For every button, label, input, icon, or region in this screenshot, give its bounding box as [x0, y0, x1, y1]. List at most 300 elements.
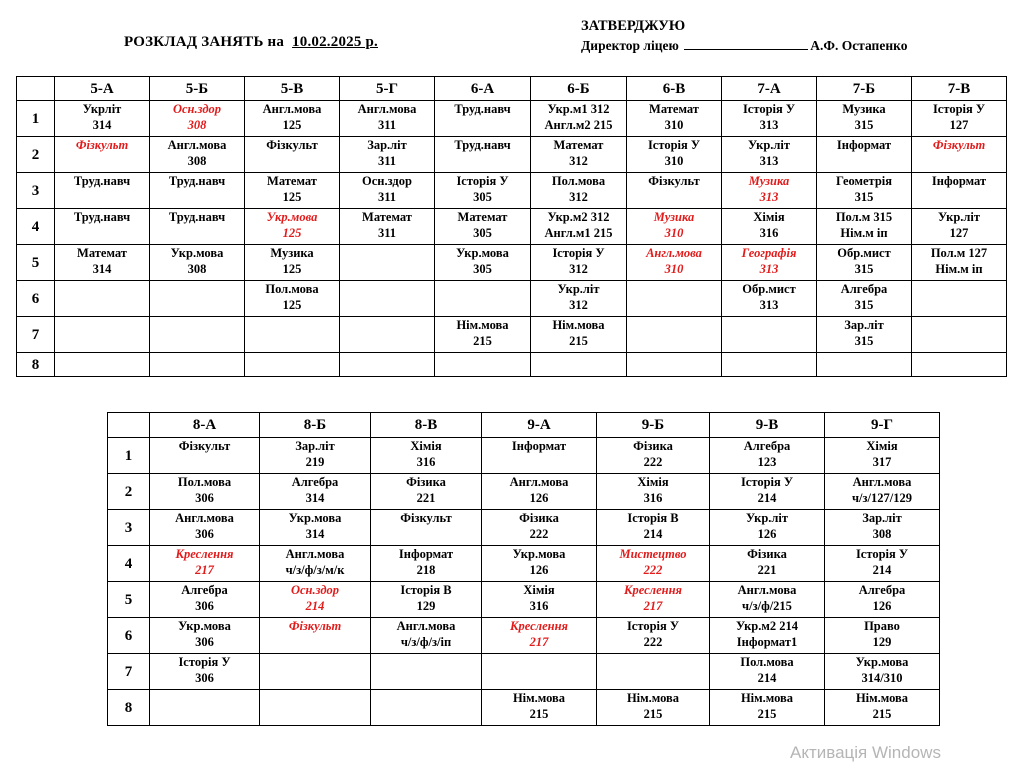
subject-text: Математ [649, 102, 699, 116]
subject-text: Осн.здор [290, 583, 340, 597]
lesson-cell [531, 353, 627, 377]
lesson-cell [150, 353, 245, 377]
room-text: 125 [282, 262, 302, 276]
table-header-row [17, 77, 1007, 101]
table-row [108, 474, 940, 510]
subject-text: Історія В [627, 511, 679, 525]
lesson-cell [340, 209, 435, 245]
table-header-row [108, 413, 940, 438]
lesson-cell [260, 654, 371, 690]
subject-text: Англ.мова [167, 138, 227, 152]
lesson-cell [340, 173, 435, 209]
room-text: 314/310 [861, 671, 903, 685]
lesson-cell [55, 245, 150, 281]
table-row [17, 137, 1007, 173]
subject-text: Труд.навч [168, 210, 226, 224]
room-text: Англ.м2 215 [544, 118, 613, 132]
room-text: 129 [416, 599, 436, 613]
room-text: 312 [569, 190, 588, 204]
subject-text: Хімія [410, 439, 442, 453]
lesson-cell [435, 101, 531, 137]
lesson-cell [435, 353, 531, 377]
lesson-cell [340, 317, 435, 353]
room-text: Нім.м іп [840, 226, 888, 240]
subject-text: Труд.навч [454, 138, 511, 152]
lesson-cell [435, 173, 531, 209]
room-text: 312 [569, 298, 588, 312]
room-text: 311 [377, 226, 397, 240]
lesson-cell [531, 317, 627, 353]
subject-text: Географія [741, 246, 797, 260]
subject-text: Укрліт [82, 102, 122, 116]
lesson-cell [245, 353, 340, 377]
lesson-cell [710, 582, 825, 618]
approval-block [581, 16, 907, 56]
room-text: 217 [643, 599, 663, 613]
lesson-cell [722, 101, 817, 137]
lesson-cell [435, 317, 531, 353]
subject-text: Фізкульт [178, 439, 231, 453]
lesson-cell [435, 137, 531, 173]
room-text: 313 [759, 262, 779, 276]
room-text: 315 [854, 334, 874, 348]
title-text: РОЗКЛАД ЗАНЯТЬ на [124, 34, 285, 50]
lesson-cell [260, 690, 371, 726]
lesson-cell [150, 245, 245, 281]
room-text: 221 [757, 563, 777, 577]
class-header: 5-А [55, 77, 150, 101]
schedule-title [124, 34, 378, 51]
lesson-cell [597, 474, 710, 510]
lesson-cell [825, 582, 940, 618]
subject-text: Укр.м2 214 [735, 619, 799, 633]
subject-text: Англ.мова [175, 511, 234, 525]
corner-cell [17, 77, 55, 101]
subject-text: Креслення [175, 547, 234, 561]
lesson-cell [482, 618, 597, 654]
lesson-cell [482, 474, 597, 510]
schedule-date: 10.02.2025 р. [292, 34, 378, 50]
subject-text: Пол.мова [265, 282, 319, 296]
table-row [108, 510, 940, 546]
class-header: 5-Б [150, 77, 245, 101]
room-text: 214 [305, 599, 325, 613]
subject-text: Математ [267, 174, 317, 188]
class-header: 9-Г [825, 413, 940, 438]
lesson-cell [627, 137, 722, 173]
lesson-cell [710, 438, 825, 474]
lesson-cell [55, 281, 150, 317]
class-header: 7-Б [817, 77, 912, 101]
room-text: 308 [187, 154, 207, 168]
subject-text: Нім.мова [740, 691, 794, 705]
lesson-cell [817, 173, 912, 209]
room-text: 215 [643, 707, 663, 721]
lesson-cell [710, 546, 825, 582]
lesson-cell [55, 173, 150, 209]
subject-text: Фізкульт [400, 511, 452, 525]
lesson-cell [627, 101, 722, 137]
lesson-cell [150, 690, 260, 726]
subject-text: Фізика [406, 475, 446, 489]
lesson-cell [817, 281, 912, 317]
subject-text: Інформат [511, 439, 567, 453]
subject-text: Фізика [633, 439, 673, 453]
subject-text: Обр.мист [742, 282, 796, 296]
lesson-cell [627, 353, 722, 377]
lesson-cell [482, 690, 597, 726]
room-text: 310 [664, 118, 684, 132]
subject-text: Нім.мова [456, 318, 509, 332]
room-text: 215 [872, 707, 892, 721]
lesson-number: 7 [17, 317, 55, 353]
subject-text: Історія У [855, 547, 909, 561]
lesson-cell [150, 438, 260, 474]
lesson-cell [55, 101, 150, 137]
subject-text: Англ.мова [509, 475, 569, 489]
lesson-cell [531, 245, 627, 281]
subject-text: Алгебра [840, 282, 888, 296]
room-text: 214 [757, 491, 777, 505]
subject-text: Зар.літ [844, 318, 884, 332]
table-row [17, 245, 1007, 281]
lesson-cell [150, 618, 260, 654]
windows-activation-watermark: Активація Windows [790, 743, 941, 762]
lesson-cell [825, 546, 940, 582]
lesson-cell [150, 137, 245, 173]
subject-text: Музика [842, 102, 886, 116]
lesson-cell [597, 438, 710, 474]
lesson-cell [371, 690, 482, 726]
room-text: 214 [643, 527, 663, 541]
subject-text: Укр.мова [170, 246, 224, 260]
room-text: 125 [282, 298, 302, 312]
lesson-cell [150, 101, 245, 137]
lesson-cell [482, 582, 597, 618]
lesson-cell [245, 137, 340, 173]
subject-text: Хімія [637, 475, 669, 489]
room-text: 315 [854, 262, 874, 276]
lesson-cell [710, 690, 825, 726]
lesson-cell [260, 438, 371, 474]
lesson-cell [531, 209, 627, 245]
lesson-cell [722, 209, 817, 245]
room-text: 215 [569, 334, 588, 348]
subject-text: Англ.мова [285, 547, 345, 561]
lesson-cell [371, 582, 482, 618]
room-text: 125 [282, 118, 302, 132]
lesson-cell [710, 618, 825, 654]
room-text: 305 [473, 226, 492, 240]
lesson-number: 4 [17, 209, 55, 245]
lesson-cell [371, 654, 482, 690]
subject-text: Зар.літ [295, 439, 335, 453]
subject-text: Пол.мова [551, 174, 606, 188]
lesson-cell [531, 137, 627, 173]
subject-text: Англ.мова [357, 102, 417, 116]
subject-text: Англ.мова [737, 583, 797, 597]
lesson-cell [260, 474, 371, 510]
table-row [108, 546, 940, 582]
lesson-cell [55, 317, 150, 353]
lesson-cell [722, 317, 817, 353]
subject-text: Укр.мова [512, 547, 566, 561]
room-text: 127 [949, 226, 969, 240]
subject-text: Інформат [931, 174, 987, 188]
lesson-cell [150, 510, 260, 546]
room-text: 308 [872, 527, 892, 541]
subject-text: Фізкульт [288, 619, 342, 633]
lesson-cell [722, 353, 817, 377]
class-header: 5-В [245, 77, 340, 101]
room-text: 308 [187, 118, 207, 132]
subject-text: Історія У [740, 475, 794, 489]
lesson-cell [371, 510, 482, 546]
lesson-cell [435, 281, 531, 317]
table-row [108, 438, 940, 474]
table-row [17, 209, 1007, 245]
lesson-number: 3 [17, 173, 55, 209]
subject-text: Алгебра [858, 583, 906, 597]
room-text: 317 [872, 455, 892, 469]
room-text: 123 [757, 455, 777, 469]
subject-text: Англ.мова [262, 102, 322, 116]
room-text: 215 [473, 334, 492, 348]
room-text: 314 [305, 491, 325, 505]
lesson-cell [371, 474, 482, 510]
lesson-cell [340, 281, 435, 317]
subject-text: Математ [457, 210, 508, 224]
lesson-cell [825, 690, 940, 726]
lesson-cell [55, 137, 150, 173]
lesson-cell [150, 654, 260, 690]
room-text: 313 [759, 154, 779, 168]
subject-text: Укр.м2 312 [547, 210, 610, 224]
director-line [581, 36, 907, 56]
room-text: 126 [529, 563, 549, 577]
lesson-number: 6 [17, 281, 55, 317]
subject-text: Фізика [519, 511, 559, 525]
subject-text: Креслення [624, 583, 682, 597]
lesson-cell [371, 618, 482, 654]
lesson-number: 5 [17, 245, 55, 281]
lesson-cell [150, 546, 260, 582]
subject-text: Фізкульт [932, 138, 986, 152]
class-header: 8-Б [260, 413, 371, 438]
lesson-cell [627, 245, 722, 281]
room-text: 215 [757, 707, 777, 721]
lesson-cell [245, 173, 340, 209]
subject-text: Труд.навч [73, 210, 131, 224]
lesson-cell [912, 137, 1007, 173]
subject-text: Історія У [626, 619, 680, 633]
lesson-cell [912, 209, 1007, 245]
room-text: 310 [664, 226, 684, 240]
room-text: 306 [195, 599, 214, 613]
table-row [17, 353, 1007, 377]
lesson-cell [817, 209, 912, 245]
room-text: 314 [305, 527, 325, 541]
lesson-cell [597, 546, 710, 582]
subject-text: Укр.літ [747, 138, 791, 152]
subject-text: Укр.мова [288, 511, 342, 525]
lesson-cell [710, 510, 825, 546]
room-text: 316 [643, 491, 663, 505]
subject-text: Зар.літ [862, 511, 902, 525]
subject-text: Нім.мова [855, 691, 909, 705]
subject-text: Нім.мова [626, 691, 680, 705]
room-text: 306 [195, 671, 214, 685]
director-name: А.Ф. Остапенко [810, 38, 908, 53]
lesson-cell [482, 654, 597, 690]
room-text: 313 [759, 298, 779, 312]
signature-line [684, 37, 808, 50]
subject-text: Геометрія [835, 174, 893, 188]
class-header: 8-В [371, 413, 482, 438]
subject-text: Алгебра [181, 583, 228, 597]
room-text: 215 [529, 707, 549, 721]
lesson-cell [597, 690, 710, 726]
subject-text: Укр.мова [266, 210, 318, 224]
room-text: Нім.м іп [935, 262, 983, 276]
subject-text: Укр.м1 312 [547, 102, 610, 116]
subject-text: Історія У [178, 655, 231, 669]
lesson-cell [150, 317, 245, 353]
room-text: 125 [282, 190, 302, 204]
lesson-cell [627, 281, 722, 317]
lesson-cell [627, 317, 722, 353]
subject-text: Математ [553, 138, 604, 152]
room-text: 311 [377, 154, 397, 168]
subject-text: Музика [653, 210, 695, 224]
class-header: 6-Б [531, 77, 627, 101]
room-text: 306 [195, 527, 214, 541]
subject-text: Нім.мова [512, 691, 566, 705]
class-header: 9-Б [597, 413, 710, 438]
lesson-number: 1 [17, 101, 55, 137]
lesson-number: 1 [108, 438, 150, 474]
lesson-cell [245, 317, 340, 353]
subject-text: Музика [270, 246, 314, 260]
subject-text: Алгебра [291, 475, 339, 489]
lesson-cell [817, 317, 912, 353]
subject-text: Укр.мова [855, 655, 909, 669]
room-text: 313 [759, 118, 779, 132]
lesson-cell [825, 510, 940, 546]
subject-text: Обр.мист [837, 246, 891, 260]
subject-text: Зар.літ [367, 138, 407, 152]
lesson-cell [150, 281, 245, 317]
room-text: Англ.м1 215 [544, 226, 613, 240]
subject-text: Історія У [932, 102, 986, 116]
lesson-cell [912, 101, 1007, 137]
subject-text: Музика [748, 174, 790, 188]
subject-text: Хімія [866, 439, 898, 453]
subject-text: Інформат [398, 547, 454, 561]
room-text: ч/з/127/129 [852, 491, 912, 505]
subject-text: Фізика [747, 547, 787, 561]
subject-text: Пол.мова [740, 655, 794, 669]
room-text: 218 [416, 563, 436, 577]
room-text: 306 [195, 635, 214, 649]
table-row [17, 281, 1007, 317]
room-text: 219 [305, 455, 325, 469]
subject-text: Історія В [400, 583, 452, 597]
room-text: 222 [643, 563, 663, 577]
lesson-cell [150, 173, 245, 209]
lesson-cell [825, 618, 940, 654]
lesson-cell [340, 245, 435, 281]
room-text: 214 [757, 671, 777, 685]
subject-text: Математ [362, 210, 412, 224]
lesson-number: 8 [108, 690, 150, 726]
lesson-cell [531, 173, 627, 209]
room-text: ч/з/ф/215 [742, 599, 792, 613]
lesson-number: 5 [108, 582, 150, 618]
room-text: ч/з/ф/з/іп [400, 635, 452, 649]
lesson-cell [597, 582, 710, 618]
subject-text: Історія У [552, 246, 605, 260]
room-text: 222 [643, 455, 663, 469]
subject-text: Фізкульт [648, 174, 700, 188]
approve-label: ЗАТВЕРДЖУЮ [581, 18, 686, 34]
room-text: 126 [872, 599, 892, 613]
subject-text: Англ.мова [396, 619, 456, 633]
subject-text: Укр.мова [178, 619, 231, 633]
room-text: 311 [377, 118, 397, 132]
lesson-cell [150, 582, 260, 618]
lesson-cell [597, 618, 710, 654]
subject-text: Математ [77, 246, 127, 260]
room-text: 214 [872, 563, 892, 577]
table-row [17, 101, 1007, 137]
room-text: 308 [187, 262, 207, 276]
lesson-cell [245, 281, 340, 317]
lesson-number: 4 [108, 546, 150, 582]
subject-text: Історія У [742, 102, 796, 116]
lesson-cell [150, 474, 260, 510]
subject-text: Алгебра [743, 439, 791, 453]
room-text: 129 [872, 635, 892, 649]
lesson-cell [482, 438, 597, 474]
subject-text: Хімія [753, 210, 785, 224]
table-row [17, 173, 1007, 209]
lesson-cell [482, 510, 597, 546]
class-header: 6-А [435, 77, 531, 101]
lesson-cell [722, 137, 817, 173]
director-label: Директор ліцею [581, 38, 679, 53]
room-text: 217 [529, 635, 549, 649]
schedule-table-grades-5-7 [16, 76, 1007, 377]
subject-text: Фізкульт [75, 138, 129, 152]
table-row [108, 654, 940, 690]
room-text: 310 [664, 154, 684, 168]
lesson-cell [245, 209, 340, 245]
subject-text: Нім.мова [552, 318, 605, 332]
subject-text: Мистецтво [619, 547, 687, 561]
subject-text: Англ.мова [852, 475, 912, 489]
lesson-cell [245, 101, 340, 137]
lesson-cell [912, 353, 1007, 377]
lesson-cell [817, 353, 912, 377]
room-text: 222 [529, 527, 549, 541]
lesson-cell [340, 353, 435, 377]
lesson-cell [531, 101, 627, 137]
room-text: 316 [759, 226, 779, 240]
lesson-cell [531, 281, 627, 317]
lesson-cell [817, 137, 912, 173]
lesson-cell [55, 209, 150, 245]
